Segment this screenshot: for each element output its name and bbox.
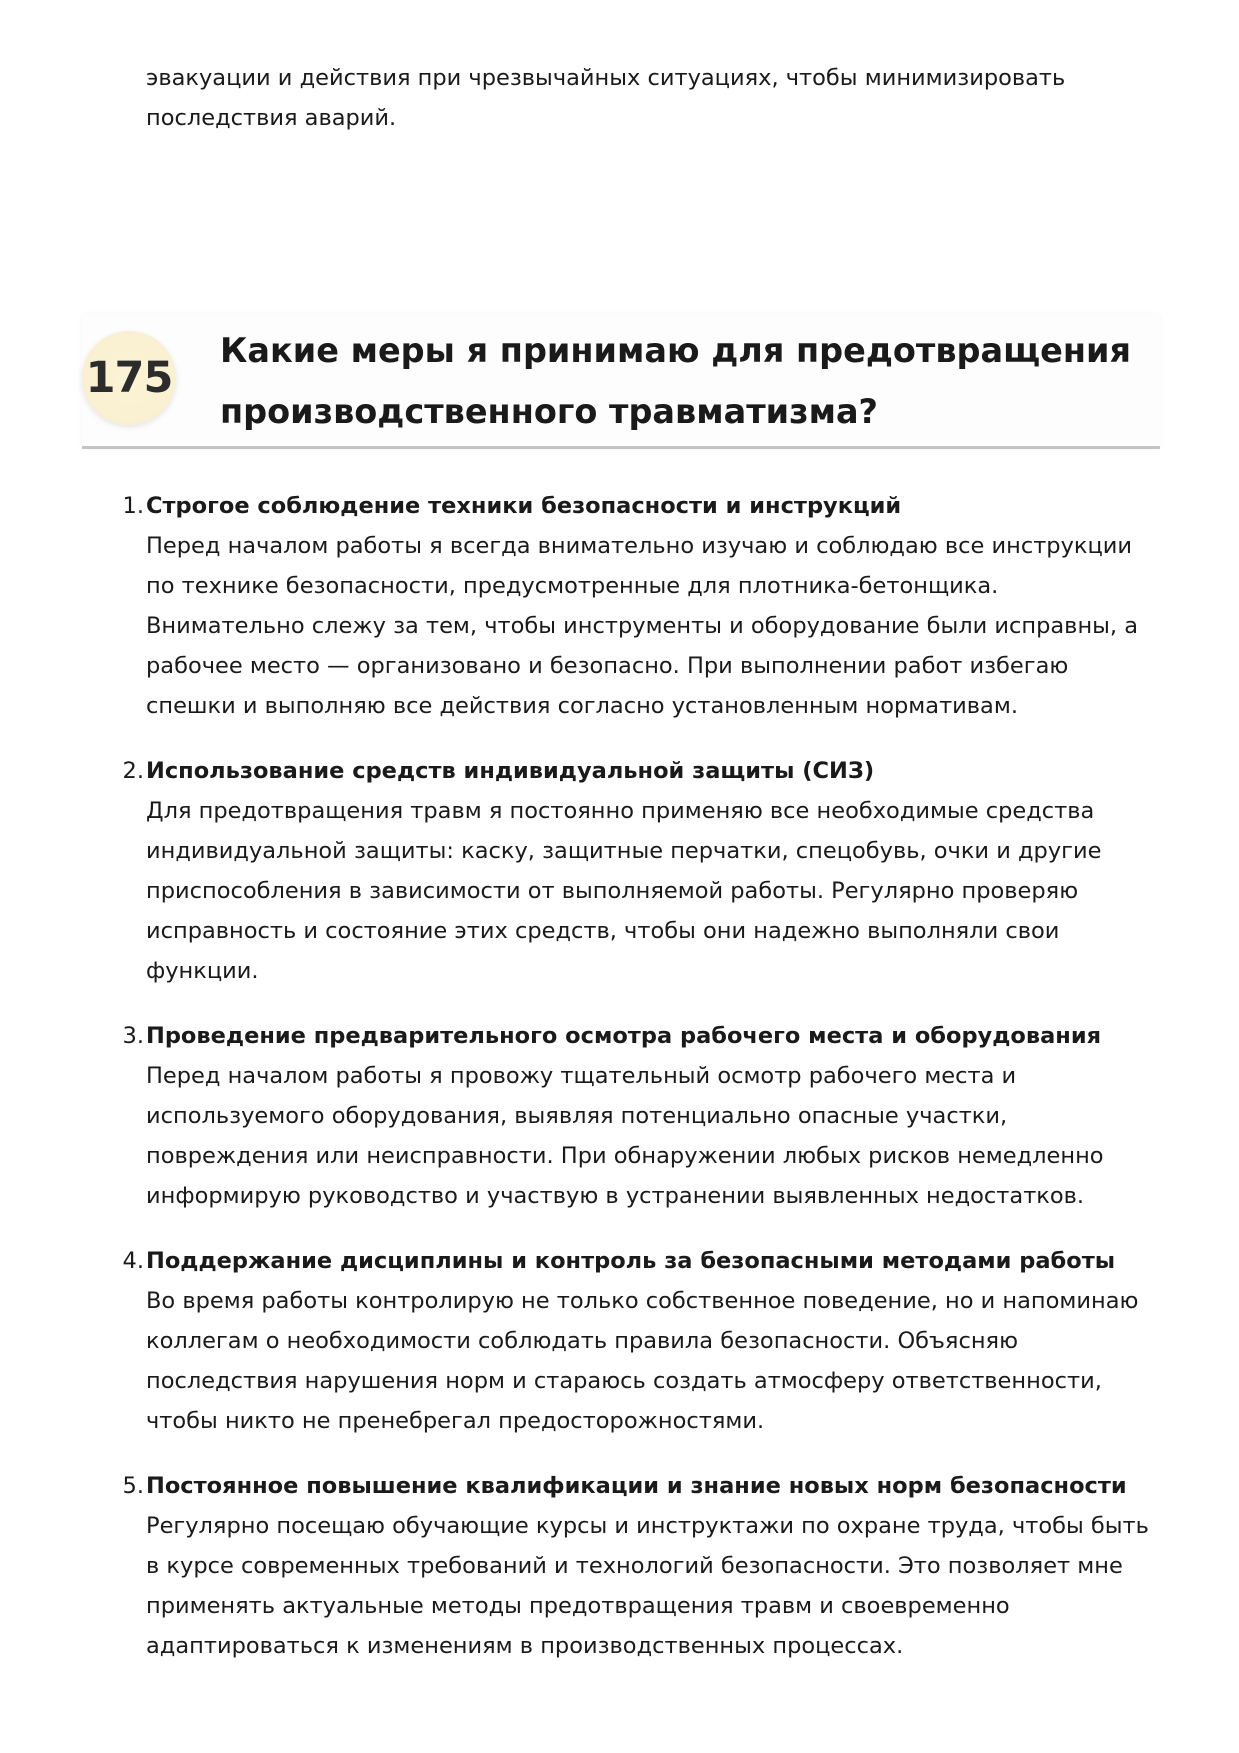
answer-number: 2. xyxy=(122,758,144,784)
question-number-badge: 175 xyxy=(82,331,176,425)
answer-number: 4. xyxy=(122,1248,144,1274)
answer-title: Строгое соблюдение техники безопасности и инструкций xyxy=(146,493,902,519)
answer-body: Во время работы контролирую не только собственное поведение, но и напоминаю коллегам о необходимости соблюдать правила безопасности. Объясняю последствия нарушения норм и стараюсь создать атмосферу ответственности, чтобы никто не пренебрегал предосторожностями. xyxy=(146,1288,1139,1434)
answer-item xyxy=(122,1241,1156,1441)
answer-number: 5. xyxy=(122,1473,144,1499)
answer-title: Использование средств индивидуальной защиты (СИЗ) xyxy=(146,758,875,784)
answer-item xyxy=(122,751,1156,991)
answer-title: Постоянное повышение квалификации и знание новых норм безопасности xyxy=(146,1473,1127,1499)
answer-item xyxy=(122,1466,1156,1666)
answer-list xyxy=(122,486,1156,1691)
answer-title: Проведение предварительного осмотра рабочего места и оборудования xyxy=(146,1023,1102,1049)
answer-body: Для предотвращения травм я постоянно применяю все необходимые средства индивидуальной защиты: каску, защитные перчатки, спецобувь, очки и другие приспособления в зависимости от выполняемой работы. Регулярно проверяю исправность и состояние этих средств, чтобы они надежно выполняли свои функции. xyxy=(146,798,1102,984)
answer-body: Перед началом работы я всегда внимательно изучаю и соблюдаю все инструкции по технике безопасности, предусмотренные для плотника-бетонщика. Внимательно слежу за тем, чтобы инструменты и оборудование были исправны, а рабочее место — организовано и безопасно. При выполнении работ избегаю спешки и выполняю все действия согласно установленным нормативам. xyxy=(146,533,1139,719)
answer-body: Регулярно посещаю обучающие курсы и инструктажи по охране труда, чтобы быть в курсе современных требований и технологий безопасности. Это позволяет мне применять актуальные методы предотвращения травм и своевременно адаптироваться к изменениям в производственных процессах. xyxy=(146,1513,1149,1659)
answer-number: 1. xyxy=(122,493,144,519)
intro-paragraph: эвакуации и действия при чрезвычайных ситуациях, чтобы минимизировать последствия аварий. xyxy=(146,65,1066,131)
question-title: Какие меры я принимаю для предотвращения производственного травматизма? xyxy=(220,331,1131,431)
question-header xyxy=(82,314,1160,449)
answer-body: Перед началом работы я провожу тщательный осмотр рабочего места и используемого оборудования, выявляя потенциально опасные участки, повреждения или неисправности. При обнаружении любых рисков немедленно информирую руководство и участвую в устранении выявленных недостатков. xyxy=(146,1063,1104,1209)
answer-item xyxy=(122,1016,1156,1216)
answer-number: 3. xyxy=(122,1023,144,1049)
answer-item xyxy=(122,486,1156,726)
answer-title: Поддержание дисциплины и контроль за безопасными методами работы xyxy=(146,1248,1116,1274)
